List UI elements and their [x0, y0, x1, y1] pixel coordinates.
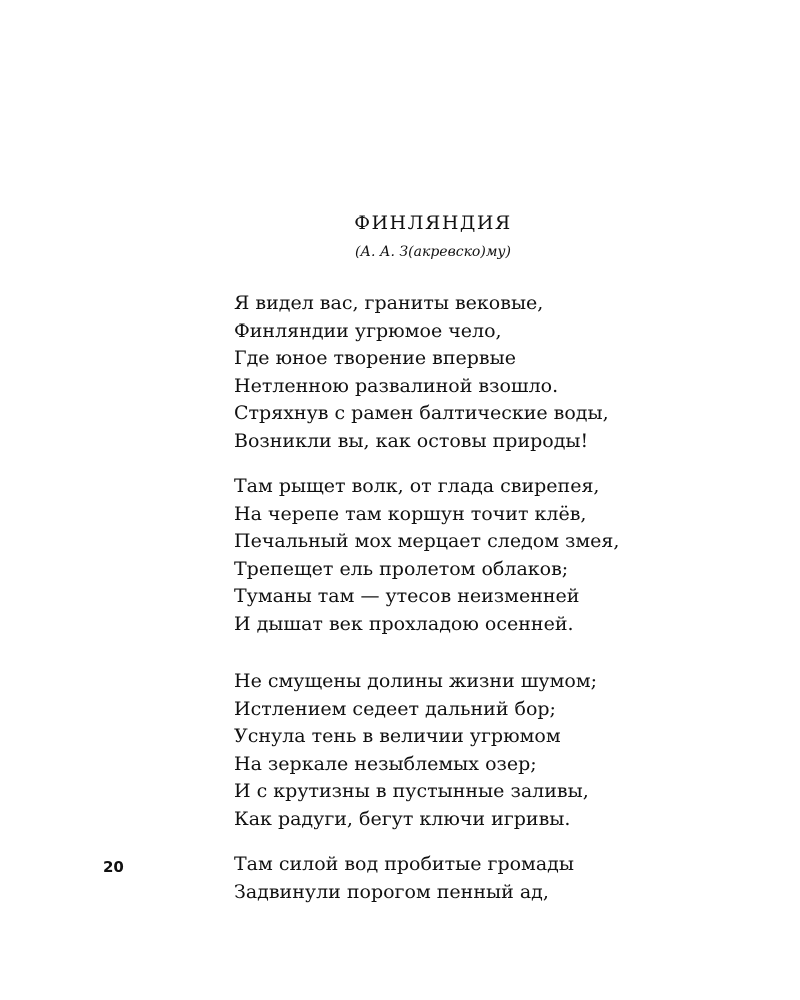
- stanza: [234, 473, 754, 638]
- poem-line: На черепе там коршун точит клёв,: [234, 502, 587, 525]
- poem-line: Задвинули порогом пенный ад,: [234, 880, 549, 903]
- stanza: [234, 851, 754, 906]
- stanza: [234, 290, 754, 455]
- poem-line: И дышат век прохладою осенней.: [234, 612, 574, 635]
- poem-line: Истлением седеет дальний бор;: [234, 697, 556, 720]
- poem-body: [234, 290, 754, 924]
- poem-title: ФИНЛЯНДИЯ: [354, 212, 512, 234]
- poem-line: Туманы там — утесов неизменней: [234, 585, 580, 607]
- poem-line: Печальный мох мерцает следом змея,: [234, 530, 620, 552]
- poem-dedication: (А. А. З(акревско)му): [354, 244, 512, 260]
- poem-line: Там рыщет волк, от глада свирепея,: [234, 475, 600, 497]
- stanza: [234, 668, 754, 833]
- poem-line: Я видел вас, граниты вековые,: [234, 292, 544, 314]
- poem-line: Нетленною развалиной взошло.: [234, 374, 559, 397]
- page-number: 20: [103, 858, 124, 876]
- poem-line: На зеркале незыблемых озер;: [234, 752, 537, 775]
- poem-line: Финляндии угрюмое чело,: [234, 319, 502, 342]
- poem-line: Как радуги, бегут ключи игривы.: [234, 807, 571, 830]
- poem-line: Где юное творение впервые: [234, 347, 516, 369]
- poem-line: Возникли вы, как остовы природы!: [234, 429, 589, 452]
- poem-line: И с крутизны в пустынные заливы,: [234, 780, 589, 802]
- poem-line: Не смущены долины жизни шумом;: [234, 670, 597, 692]
- poem-line: Там силой вод пробитые громады: [234, 853, 574, 875]
- poem-line: Трепещет ель пролетом облаков;: [234, 557, 569, 580]
- poem-line: Уснула тень в величии угрюмом: [234, 725, 561, 747]
- poem-line: Стряхнув с рамен балтические воды,: [234, 402, 609, 424]
